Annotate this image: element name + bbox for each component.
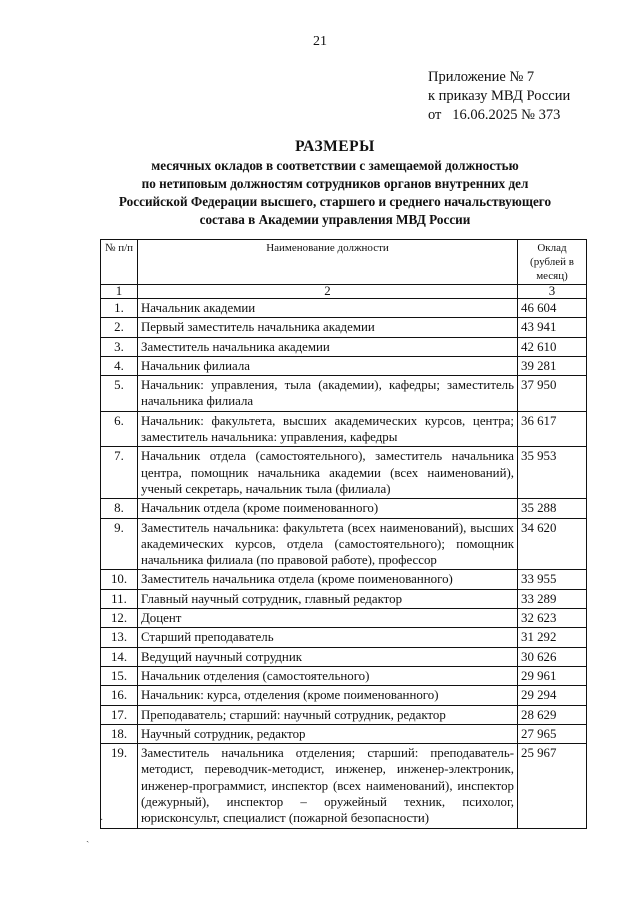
row-number: 16. bbox=[101, 686, 138, 705]
row-position: Первый заместитель начальника академии bbox=[138, 318, 518, 337]
column-index: 3 bbox=[518, 285, 587, 299]
row-number: 7. bbox=[101, 447, 138, 499]
table-row bbox=[101, 647, 587, 666]
table-row bbox=[101, 356, 587, 375]
table-row bbox=[101, 299, 587, 318]
row-number: 6. bbox=[101, 411, 138, 447]
page-number: 21 bbox=[313, 34, 327, 49]
row-position: Заместитель начальника отделения; старший: преподаватель-методист, переводчик-методист, инженер, инженер-электроник, инженер-программист, инспектор (всех наименований), инспектор (дежурный), инспектор – оружейный техник, психолог, юрисконсульт, специалист (пожарной безопасности) bbox=[138, 744, 518, 828]
row-salary: 33 289 bbox=[518, 589, 587, 608]
row-salary: 34 620 bbox=[518, 518, 587, 570]
header-salary: Оклад (рублей в месяц) bbox=[518, 240, 587, 285]
column-index-row bbox=[101, 285, 587, 299]
table-row bbox=[101, 705, 587, 724]
row-position: Начальник филиала bbox=[138, 356, 518, 375]
header-position: Наименование должности bbox=[138, 240, 518, 285]
row-number: 8. bbox=[101, 499, 138, 518]
document-title: РАЗМЕРЫ bbox=[295, 138, 375, 155]
scan-mark: ˎ bbox=[86, 832, 90, 843]
row-position: Заместитель начальника отдела (кроме поименованного) bbox=[138, 570, 518, 589]
row-number: 14. bbox=[101, 647, 138, 666]
table-row bbox=[101, 376, 587, 412]
row-position: Начальник отдела (кроме поименованного) bbox=[138, 499, 518, 518]
table-row bbox=[101, 628, 587, 647]
row-position: Доцент bbox=[138, 609, 518, 628]
row-number: 13. bbox=[101, 628, 138, 647]
row-salary: 37 950 bbox=[518, 376, 587, 412]
row-number: 10. bbox=[101, 570, 138, 589]
table-row bbox=[101, 447, 587, 499]
table-row bbox=[101, 724, 587, 743]
row-salary: 29 294 bbox=[518, 686, 587, 705]
scan-mark: · bbox=[100, 815, 104, 826]
table-row bbox=[101, 686, 587, 705]
row-salary: 29 961 bbox=[518, 666, 587, 685]
row-salary: 35 953 bbox=[518, 447, 587, 499]
appendix-line-1: Приложение № 7 bbox=[428, 69, 535, 85]
row-number: 4. bbox=[101, 356, 138, 375]
table-row bbox=[101, 499, 587, 518]
column-index: 1 bbox=[101, 285, 138, 299]
row-position: Старший преподаватель bbox=[138, 628, 518, 647]
row-number: 18. bbox=[101, 724, 138, 743]
heading-line-2: по нетиповым должностям сотрудников органов внутренних дел bbox=[141, 176, 529, 191]
row-position: Начальник академии bbox=[138, 299, 518, 318]
row-salary: 42 610 bbox=[518, 337, 587, 356]
appendix-reference bbox=[428, 68, 570, 125]
row-position: Начальник: курса, отделения (кроме поименованного) bbox=[138, 686, 518, 705]
row-number: 12. bbox=[101, 609, 138, 628]
row-number: 1. bbox=[101, 299, 138, 318]
row-position: Начальник отделения (самостоятельного) bbox=[138, 666, 518, 685]
document-heading bbox=[70, 137, 600, 229]
heading-line-3: Российской Федерации высшего, старшего и среднего начальствующего bbox=[118, 194, 552, 209]
row-position: Научный сотрудник, редактор bbox=[138, 724, 518, 743]
row-number: 2. bbox=[101, 318, 138, 337]
row-salary: 36 617 bbox=[518, 411, 587, 447]
row-position: Заместитель начальника: факультета (всех наименований), высших академических курсов, отдела (самостоятельного); помощник начальника филиала (по правовой работе), профессор bbox=[138, 518, 518, 570]
appendix-line-2: к приказу МВД России bbox=[428, 88, 571, 104]
row-number: 19. bbox=[101, 744, 138, 828]
table-row bbox=[101, 666, 587, 685]
row-number: 11. bbox=[101, 589, 138, 608]
header-number: № п/п bbox=[101, 240, 138, 285]
row-position: Начальник отдела (самостоятельного), заместитель начальника центра, помощник начальника академии (всех наименований), ученый секретарь, начальник тыла (филиала) bbox=[138, 447, 518, 499]
row-salary: 32 623 bbox=[518, 609, 587, 628]
row-salary: 25 967 bbox=[518, 744, 587, 828]
row-position: Начальник: факультета, высших академических курсов, центра; заместитель начальника: управления, кафедры bbox=[138, 411, 518, 447]
row-salary: 43 941 bbox=[518, 318, 587, 337]
row-position: Заместитель начальника академии bbox=[138, 337, 518, 356]
row-position: Преподаватель; старший: научный сотрудник, редактор bbox=[138, 705, 518, 724]
table-row bbox=[101, 570, 587, 589]
appendix-line-3: от 16.06.2025 № 373 bbox=[428, 107, 561, 123]
table-row bbox=[101, 518, 587, 570]
table-row bbox=[101, 411, 587, 447]
table-row bbox=[101, 318, 587, 337]
table-row bbox=[101, 744, 587, 828]
row-salary: 33 955 bbox=[518, 570, 587, 589]
table-header-row bbox=[101, 240, 587, 285]
row-number: 3. bbox=[101, 337, 138, 356]
table-row bbox=[101, 589, 587, 608]
row-salary: 39 281 bbox=[518, 356, 587, 375]
table-row bbox=[101, 609, 587, 628]
row-salary: 30 626 bbox=[518, 647, 587, 666]
column-index: 2 bbox=[138, 285, 518, 299]
row-number: 5. bbox=[101, 376, 138, 412]
row-salary: 31 292 bbox=[518, 628, 587, 647]
row-salary: 28 629 bbox=[518, 705, 587, 724]
row-position: Начальник: управления, тыла (академии), кафедры; заместитель начальника филиала bbox=[138, 376, 518, 412]
row-position: Главный научный сотрудник, главный редактор bbox=[138, 589, 518, 608]
row-salary: 46 604 bbox=[518, 299, 587, 318]
row-salary: 35 288 bbox=[518, 499, 587, 518]
row-number: 9. bbox=[101, 518, 138, 570]
row-position: Ведущий научный сотрудник bbox=[138, 647, 518, 666]
row-number: 17. bbox=[101, 705, 138, 724]
row-salary: 27 965 bbox=[518, 724, 587, 743]
heading-line-4: состава в Академии управления МВД России bbox=[199, 212, 471, 227]
heading-line-1: месячных окладов в соответствии с замещаемой должностью bbox=[151, 158, 519, 173]
row-number: 15. bbox=[101, 666, 138, 685]
table-row bbox=[101, 337, 587, 356]
salary-table bbox=[100, 239, 587, 829]
